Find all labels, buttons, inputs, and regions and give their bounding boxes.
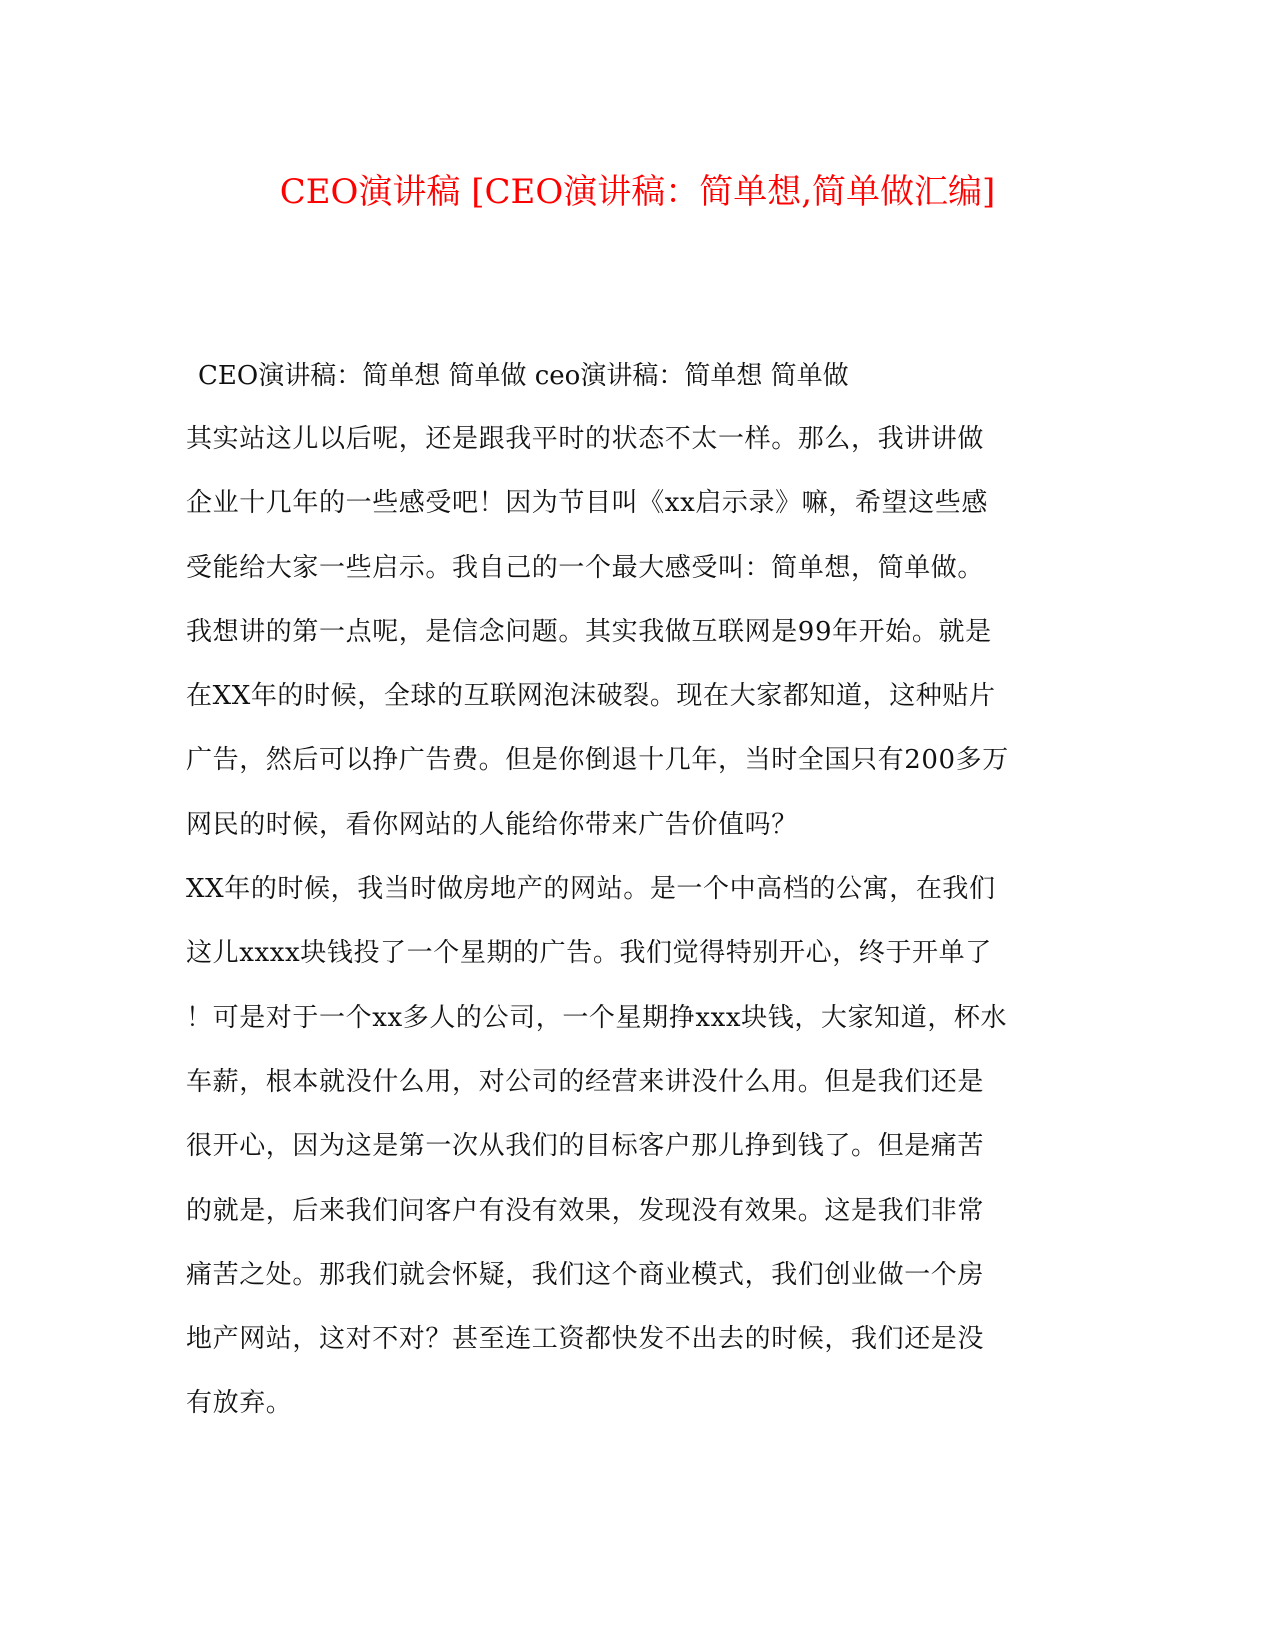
text-line: 的就是，后来我们问客户有没有效果，发现没有效果。这是我们非常 <box>186 1195 985 1226</box>
text-line: 我想讲的第一点呢，是信念问题。其实我做互联网是99年开始。就是 <box>186 616 992 647</box>
text-line: 很开心，因为这是第一次从我们的目标客户那儿挣到钱了。但是痛苦 <box>186 1131 985 1162</box>
text-line: 网民的时候，看你网站的人能给你带来广告价值吗？ <box>186 809 798 840</box>
text-line: ！可是对于一个xx多人的公司，一个星期挣xxx块钱，大家知道，杯水 <box>186 1002 1008 1033</box>
text-line: 其实站这儿以后呢，还是跟我平时的状态不太一样。那么，我讲讲做 <box>186 424 985 454</box>
text-line: 车薪，根本就没什么用，对公司的经营来讲没什么用。但是我们还是 <box>186 1066 985 1097</box>
text-line: 企业十几年的一些感受吧！因为节目叫《xx启示录》嘛，希望这些感 <box>186 488 988 519</box>
text-line: XX年的时候，我当时做房地产的网站。是一个中高档的公寓，在我们 <box>186 874 996 905</box>
text-line: 地产网站，这对不对？甚至连工资都快发不出去的时候，我们还是没 <box>186 1324 985 1355</box>
text-line: 在XX年的时候，全球的互联网泡沫破裂。现在大家都知道，这种贴片 <box>186 681 996 712</box>
document-subtitle: CEO演讲稿：简单想 简单做 ceo演讲稿：简单想 简单做 <box>198 361 849 391</box>
document-title: CEO演讲稿 [CEO演讲稿：简单想,简单做汇编] <box>279 172 996 212</box>
text-line: 广告，然后可以挣广告费。但是你倒退十几年，当时全国只有200多万 <box>186 745 1009 776</box>
text-line: 痛苦之处。那我们就会怀疑，我们这个商业模式，我们创业做一个房 <box>186 1259 985 1290</box>
body-text <box>186 421 1086 1450</box>
text-line: 这儿xxxx块钱投了一个星期的广告。我们觉得特别开心，终于开单了 <box>186 938 992 969</box>
text-line: 有放弃。 <box>186 1388 293 1419</box>
text-line: 受能给大家一些启示。我自己的一个最大感受叫：简单想，简单做。 <box>186 552 985 583</box>
